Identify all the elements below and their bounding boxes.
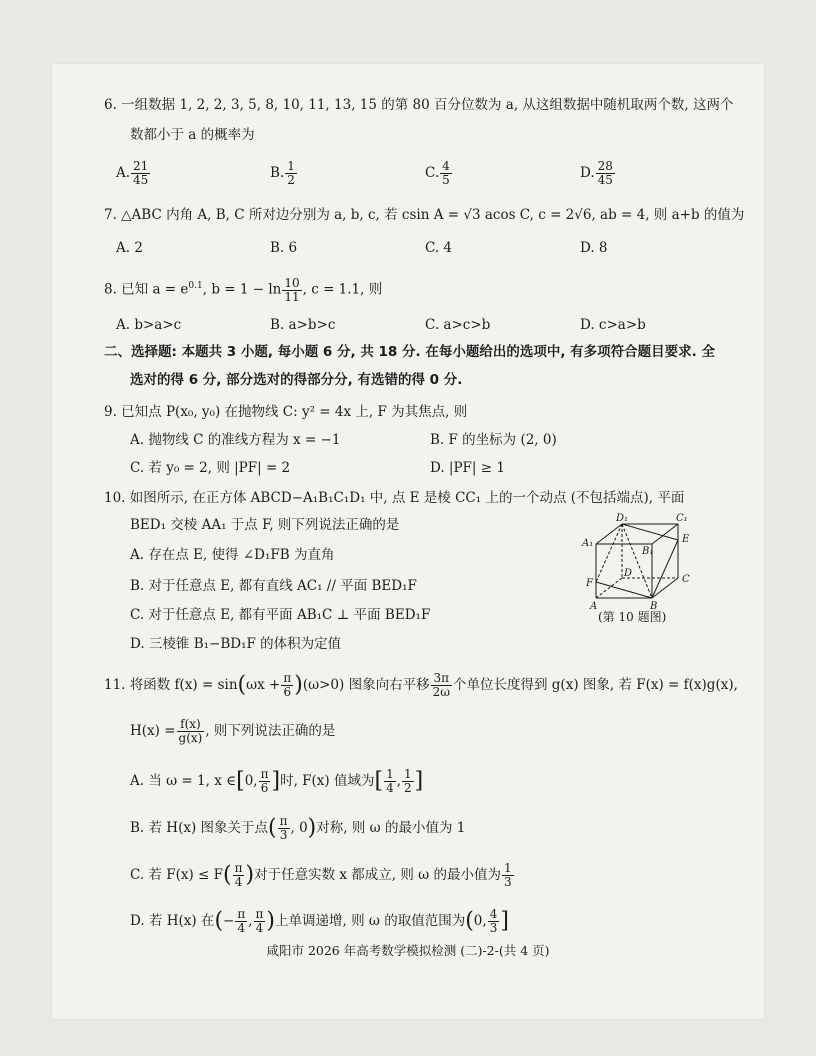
section2-line1: 二、选择题: 本题共 3 小题, 每小题 6 分, 共 18 分. 在每小题给出的选项中, 有多项符合题目要求. 全 xyxy=(104,344,716,360)
q11-option-b: B. 若 H(x) 图象关于点( $\frac{\pi}{3}$ , 0)对称, 则 ω 的最小值为 1 xyxy=(130,814,466,842)
q7-option-c: C. 4 xyxy=(425,240,453,256)
label-a1: A₁ xyxy=(582,538,594,549)
q9-option-d: D. |PF| ≥ 1 xyxy=(430,460,505,476)
q9-line1: 9. 已知点 P(x₀, y₀) 在抛物线 C: y² = 4x 上, F 为其焦点, 则 xyxy=(104,404,468,420)
q10-option-a: A. 存在点 E, 使得 ∠D₁FB 为直角 xyxy=(130,547,335,563)
q10-option-d: D. 三棱锥 B₁−BD₁F 的体积为定值 xyxy=(130,636,342,652)
q11-option-a: A. 当 ω = 1, x ∈[0, $\frac{\pi}{6}$ ]时, F(x) 值域为[ $\frac{1}{4}$ , $\frac{1}{2}$ ] xyxy=(130,767,424,795)
page-footer: 咸阳市 2026 年高考数学模拟检测 (二)-2-(共 4 页) xyxy=(266,943,550,958)
q7-option-b: B. 6 xyxy=(270,240,298,256)
q6-option-a: A. $\frac{21}{45}$ xyxy=(116,159,149,187)
q8-option-d: D. c>a>b xyxy=(580,317,646,333)
q10-option-c: C. 对于任意点 E, 都有平面 AB₁C ⊥ 平面 BED₁F xyxy=(130,607,431,623)
q10-option-b: B. 对于任意点 E, 都有直线 AC₁ // 平面 BED₁F xyxy=(130,578,417,594)
q6-line2: 数都小于 a 的概率为 xyxy=(130,127,255,143)
q9-option-c: C. 若 y₀ = 2, 则 |PF| = 2 xyxy=(130,460,291,476)
q8-option-a: A. b>a>c xyxy=(116,317,182,333)
q11-option-c: C. 若 F(x) ≤ F( $\frac{\pi}{4}$ )对于任意实数 x 都成立, 则 ω 的最小值为 $\frac{1}{3}$ xyxy=(130,861,512,889)
q11-line1: 11. 将函数 f(x) = sin(ωx + $\frac{\pi}{6}$ )(ω>0) 图象向右平移 $\frac{3\pi}{2\omega}$ 个单位长度得到 g(x) 图象, 若 F(x) = f(x)g(x), xyxy=(104,671,738,699)
section2-line2: 选对的得 6 分, 部分选对的得部分分, 有选错的得 0 分. xyxy=(130,372,463,388)
q9-option-a: A. 抛物线 C 的准线方程为 x = −1 xyxy=(130,432,341,448)
q8-line1: 8. 已知 $a = e^{0.1}$, b = 1 − ln $\frac{10}{11}$ , c = 1.1, 则 xyxy=(104,275,383,304)
q7-option-d: D. 8 xyxy=(580,240,608,256)
label-d1: D₁ xyxy=(616,513,629,524)
q6-option-d: D. $\frac{28}{45}$ xyxy=(580,159,613,187)
q11-option-d: D. 若 H(x) 在(− $\frac{\pi}{4}$ , $\frac{\pi}{4}$ )上单调递增, 则 ω 的取值范围为(0, $\frac{4}{3}$ ] xyxy=(130,907,509,935)
label-c1: C₁ xyxy=(676,513,688,524)
q11-line2: H(x) = $\frac{f(x)}{g(x)}$ , 则下列说法正确的是 xyxy=(130,717,336,745)
q9-option-b: B. F 的坐标为 (2, 0) xyxy=(430,432,557,448)
q8-option-c: C. a>c>b xyxy=(425,317,491,333)
q8-option-b: B. a>b>c xyxy=(270,317,336,333)
label-b: B xyxy=(650,601,658,612)
q6-line1: 6. 一组数据 1, 2, 2, 3, 5, 8, 10, 11, 13, 15 的第 80 百分位数为 a, 从这组数据中随机取两个数, 这两个 xyxy=(104,97,734,113)
q7-line1: 7. △ABC 内角 A, B, C 所对边分别为 a, b, c, 若 csin A = √3 acos C, c = 2√6, ab = 4, 则 a+b 的值为 xyxy=(104,207,745,223)
q10-line1: 10. 如图所示, 在正方体 ABCD−A₁B₁C₁D₁ 中, 点 E 是棱 CC₁ 上的一个动点 (不包括端点), 平面 xyxy=(104,490,685,506)
q10-line2: BED₁ 交棱 AA₁ 于点 F, 则下列说法正确的是 xyxy=(130,517,400,533)
q6-option-b: B. $\frac{1}{2}$ xyxy=(270,159,295,187)
q6-option-c: C. $\frac{4}{5}$ xyxy=(425,159,450,187)
label-a: A xyxy=(590,601,598,612)
label-e: E xyxy=(682,534,690,545)
label-b1: B₁ xyxy=(642,546,654,557)
label-c: C xyxy=(682,574,690,585)
label-d: D xyxy=(624,568,633,579)
label-f: F xyxy=(586,578,593,589)
q7-option-a: A. 2 xyxy=(116,240,143,256)
figure-caption: (第 10 题图) xyxy=(598,610,667,624)
